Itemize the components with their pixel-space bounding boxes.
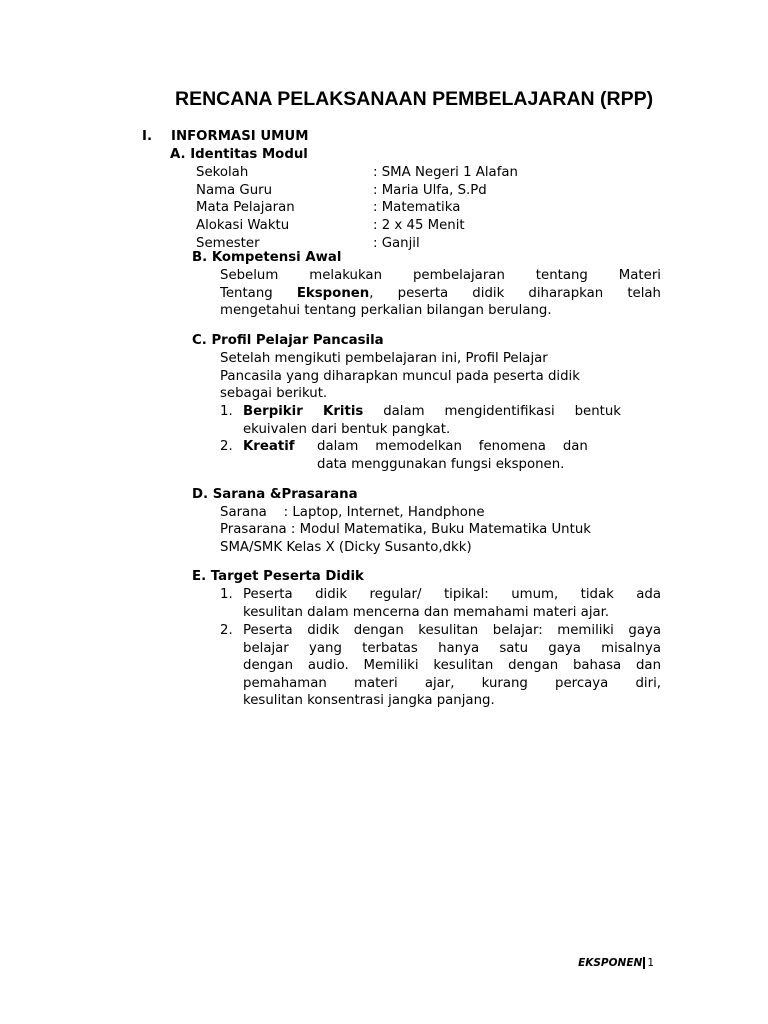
paragraph-line: pemahaman materi ajar, kurang percaya diri, — [243, 675, 661, 691]
row-value: : Matematika — [373, 200, 461, 215]
row-value: : Ganjil — [373, 236, 420, 251]
kompetensi-heading: B. Kompetensi Awal — [192, 250, 342, 265]
paragraph-line — [243, 403, 621, 421]
row-value: : SMA Negeri 1 Alafan — [373, 165, 518, 180]
list-item-text: data menggunakan fungsi eksponen. — [317, 457, 565, 472]
list-item-text: dalam memodelkan fenomena dan — [317, 439, 588, 454]
row-key: Mata Pelajaran — [196, 200, 295, 215]
sarana-line: Sarana : Laptop, Internet, Handphone — [220, 505, 485, 520]
paragraph-line: Setelah mengikuti pembelajaran ini, Profil Pelajar — [220, 351, 548, 366]
paragraph-line: dengan audio. Memiliki kesulitan dengan bahasa dan — [243, 658, 661, 674]
bold-term: Eksponen — [296, 285, 370, 301]
paragraph-line: Peserta didik dengan kesulitan belajar: memiliki gaya — [243, 623, 661, 638]
list-item — [243, 403, 621, 438]
document-title: RENCANA PELAKSANAAN PEMBELAJARAN (RPP) — [175, 88, 654, 110]
footer-label: EKSPONEN — [578, 957, 643, 969]
list-number: 2. — [220, 439, 233, 454]
paragraph-line: sebagai berikut. — [220, 386, 328, 401]
kompetensi-paragraph — [220, 267, 661, 320]
profil-heading: C. Profil Pelajar Pancasila — [192, 333, 384, 348]
paragraph-line: Sebelum melakukan pembelajaran tentang Materi — [220, 268, 661, 283]
target-heading: E. Target Peserta Didik — [192, 569, 364, 584]
row-value: : 2 x 45 Menit — [373, 218, 465, 233]
prasarana-line: Prasarana : Modul Matematika, Buku Matematika Untuk — [220, 522, 591, 537]
sarana-heading: D. Sarana &Prasarana — [192, 487, 358, 502]
paragraph-line: mengetahui tentang perkalian bilangan berulang. — [220, 303, 552, 319]
list-number: 1. — [220, 587, 233, 602]
bold-term: Berpikir Kritis — [243, 404, 364, 419]
row-key: Alokasi Waktu — [196, 218, 290, 233]
row-value: : Maria Ulfa, S.Pd — [373, 183, 487, 198]
text-run: Tentang — [220, 285, 297, 301]
paragraph-line: kesulitan dalam mencerna dan memahami materi ajar. — [243, 604, 610, 620]
section-heading: INFORMASI UMUM — [171, 129, 309, 144]
section-number: I. — [142, 129, 152, 144]
list-item — [243, 622, 661, 710]
page-footer — [578, 957, 654, 969]
row-key: Sekolah — [196, 165, 249, 180]
text-run: , peserta didik diharapkan telah — [369, 285, 661, 301]
paragraph-line: Pancasila yang diharapkan muncul pada peserta didik — [220, 369, 580, 384]
bold-term: Kreatif — [243, 439, 295, 454]
list-item — [243, 586, 661, 621]
identitas-heading: A. Identitas Modul — [170, 147, 308, 162]
paragraph-line: kesulitan konsentrasi jangka panjang. — [243, 693, 495, 709]
list-number: 2. — [220, 623, 233, 638]
page-number: 1 — [643, 957, 654, 969]
paragraph-line — [220, 285, 661, 303]
paragraph-line: Peserta didik regular/ tipikal: umum, tidak ada — [243, 587, 661, 602]
row-key: Semester — [196, 236, 260, 251]
paragraph-line: ekuivalen dari bentuk pangkat. — [243, 421, 451, 437]
paragraph-line: belajar yang terbatas hanya satu gaya misalnya — [243, 640, 661, 656]
prasarana-line: SMA/SMK Kelas X (Dicky Susanto,dkk) — [220, 540, 472, 555]
row-key: Nama Guru — [196, 183, 273, 198]
text-run: dalam mengidentifikasi bentuk — [363, 404, 622, 419]
list-number: 1. — [220, 404, 233, 419]
